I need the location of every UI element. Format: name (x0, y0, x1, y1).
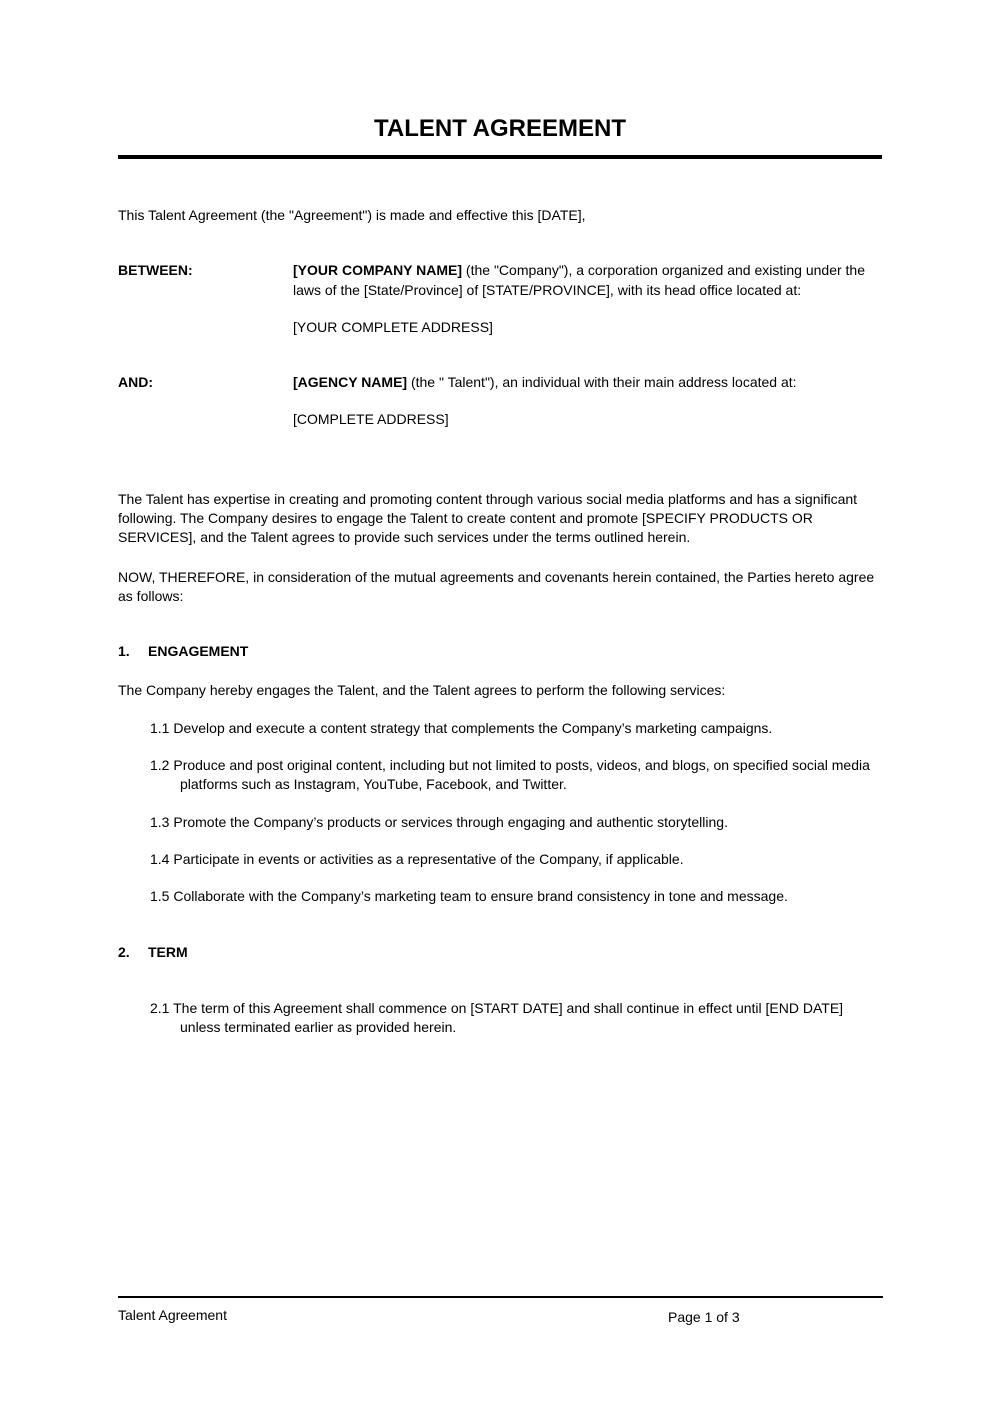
party-description (293, 373, 882, 392)
clause-1-1 (118, 719, 882, 738)
clause-text: Develop and execute a content strategy that complements the Company’s marketing campaigns. (173, 719, 773, 736)
footer-page-number: Page 1 of 3 (668, 1309, 740, 1325)
party-label: AND: (118, 374, 153, 391)
party-block-between (118, 261, 882, 337)
footer-doc-name: Talent Agreement (118, 1307, 227, 1323)
clause-number: 1.5 (150, 888, 170, 905)
party-description-text: (the "Company"), a corporation organized and existing under the laws of the [State/Province] of [STATE/PROVINCE], with its head office located at: (293, 262, 865, 298)
clause-1-5 (118, 887, 882, 906)
party-details (293, 261, 882, 337)
clause-text: Collaborate with the Company’s marketing team to ensure brand consistency in tone and message. (173, 888, 788, 905)
intro-paragraph: This Talent Agreement (the "Agreement") is made and effective this [DATE], (118, 207, 586, 223)
clause-number: 2.1 (150, 999, 170, 1016)
clause-text: The term of this Agreement shall commence on [START DATE] and shall continue in effect until [END DATE] unless terminated earlier as provided herein. (173, 999, 844, 1036)
clause-number: 1.3 (150, 813, 170, 830)
clause-number: 1.2 (150, 757, 170, 774)
clause-2-1 (118, 999, 882, 1038)
clause-number: 1.1 (150, 719, 170, 736)
party-address: [COMPLETE ADDRESS] (293, 411, 449, 428)
party-description (293, 261, 882, 300)
page-title: TALENT AGREEMENT (374, 115, 626, 142)
clause-1-4 (118, 850, 882, 869)
document-page (0, 115, 1000, 1405)
section-heading-engagement (118, 642, 882, 661)
page-footer (118, 1296, 883, 1325)
party-name: [AGENCY NAME] (293, 374, 408, 391)
title-divider (118, 155, 882, 159)
recital-paragraph: NOW, THEREFORE, in consideration of the mutual agreements and covenants herein contained, the Parties hereto agree as follows: (118, 568, 875, 604)
section-number: 1. (118, 643, 130, 660)
party-name: [YOUR COMPANY NAME] (293, 262, 463, 279)
clause-number: 1.4 (150, 851, 170, 868)
party-address: [YOUR COMPLETE ADDRESS] (293, 318, 493, 335)
recital-paragraph: The Talent has expertise in creating and promoting content through various social media platforms and has a significant following. The Company desires to engage the Talent to create content and promote [SPECIFY PRODUCTS OR SERVICES], and the Talent agrees to provide such services under the terms outlined herein. (118, 490, 858, 546)
party-details (293, 373, 882, 430)
section-title: ENGAGEMENT (148, 643, 249, 660)
section-intro: The Company hereby engages the Talent, and the Talent agrees to perform the following services: (118, 681, 726, 698)
party-label: BETWEEN: (118, 262, 193, 279)
section-title: TERM (148, 943, 188, 960)
party-block-and (118, 373, 882, 430)
clause-text: Participate in events or activities as a representative of the Company, if applicable. (173, 851, 684, 868)
clause-text: Produce and post original content, including but not limited to posts, videos, and blogs, on specified social media platforms such as Instagram, YouTube, Facebook, and Twitter. (173, 757, 870, 793)
section-heading-term (118, 943, 882, 962)
section-number: 2. (118, 943, 130, 960)
document-body (0, 115, 1000, 1038)
clause-1-2 (118, 756, 882, 795)
clause-1-3 (118, 813, 882, 832)
clause-text: Promote the Company’s products or services through engaging and authentic storytelling. (173, 813, 728, 830)
party-description-text: (the " Talent"), an individual with their main address located at: (407, 374, 797, 391)
